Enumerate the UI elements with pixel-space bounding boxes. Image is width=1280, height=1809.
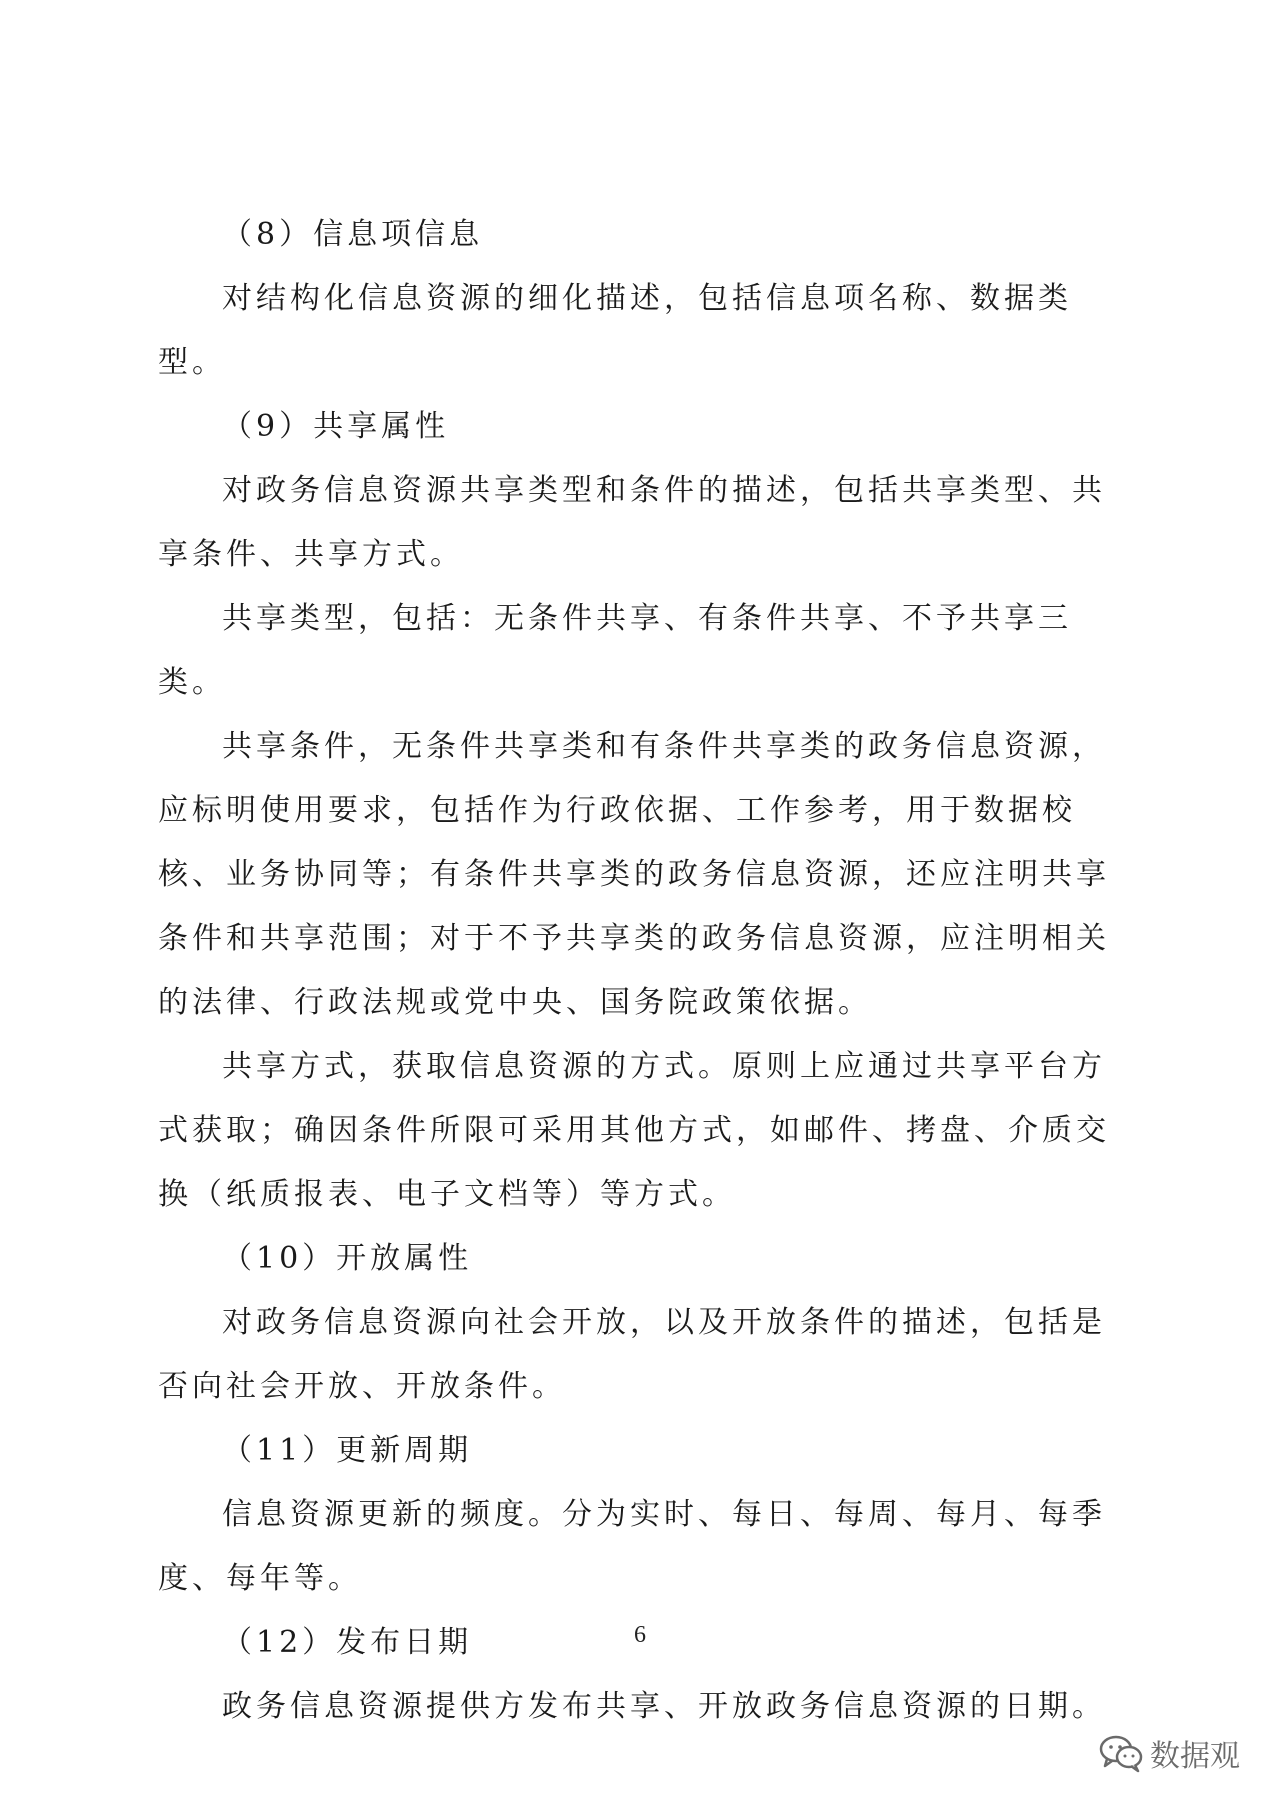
watermark-text: 数据观 [1150, 1739, 1240, 1774]
paragraph: 共享条件，无条件共享类和有条件共享类的政务信息资源，应标明使用要求，包括作为行政依据、工作参考，用于数据校核、业务协同等；有条件共享类的政务信息资源，还应注明共享条件和共享范围；对于不予共享类的政务信息资源，应注明相关的法律、行政法规或党中央、国务院政策依据。 [158, 729, 1110, 1020]
section-heading-12: （12）发布日期 [222, 1625, 473, 1660]
document-body [158, 203, 1126, 1739]
paragraph: 信息资源更新的频度。分为实时、每日、每周、每月、每季度、每年等。 [158, 1497, 1106, 1596]
paragraph: 对政务信息资源向社会开放，以及开放条件的描述，包括是否向社会开放、开放条件。 [158, 1305, 1106, 1404]
page-number: 6 [634, 1622, 646, 1648]
paragraph: 共享类型，包括：无条件共享、有条件共享、不予共享三类。 [158, 601, 1072, 700]
paragraph: 对结构化信息资源的细化描述，包括信息项名称、数据类型。 [158, 281, 1072, 380]
paragraph: 共享方式，获取信息资源的方式。原则上应通过共享平台方式获取；确因条件所限可采用其他方式，如邮件、拷盘、介质交换（纸质报表、电子文档等）等方式。 [158, 1049, 1110, 1212]
section-heading-9: （9）共享属性 [222, 409, 450, 444]
wechat-icon [1098, 1733, 1144, 1773]
section-heading-8: （8）信息项信息 [222, 217, 484, 252]
paragraph: 政务信息资源提供方发布共享、开放政务信息资源的日期。 [222, 1689, 1106, 1724]
section-heading-11: （11）更新周期 [222, 1433, 473, 1468]
paragraph: 对政务信息资源共享类型和条件的描述，包括共享类型、共享条件、共享方式。 [158, 473, 1106, 572]
watermark [1098, 1731, 1240, 1775]
section-heading-10: （10）开放属性 [222, 1241, 473, 1276]
